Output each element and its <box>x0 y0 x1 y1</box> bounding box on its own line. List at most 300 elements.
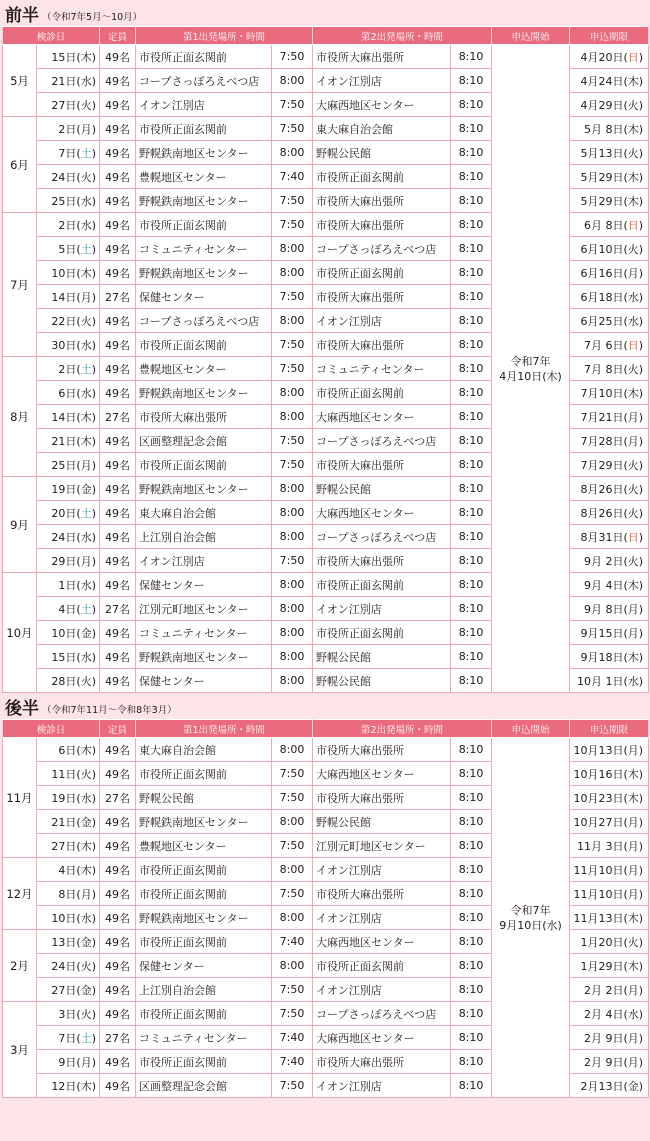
paren: ( <box>76 935 81 949</box>
deadline-weekday: 火 <box>627 146 639 160</box>
exam-date <box>37 237 100 261</box>
exam-weekday: 土 <box>80 146 92 160</box>
exam-weekday: 水 <box>80 338 92 352</box>
capacity: 49名 <box>100 141 136 165</box>
exam-day: 12日 <box>51 1079 77 1093</box>
application-start: 令和7年 4月10日(木) <box>492 45 570 693</box>
paren: ( <box>623 218 628 232</box>
exam-date <box>37 117 100 141</box>
month-cell: 7月 <box>3 213 37 357</box>
table-row <box>3 45 649 69</box>
paren: ) <box>91 482 97 496</box>
departure-2-place: 市役所正面玄関前 <box>313 573 451 597</box>
paren: ) <box>91 743 97 757</box>
deadline-date: 6月16日 <box>580 266 624 280</box>
departure-2-time: 8:10 <box>451 117 492 141</box>
capacity: 49名 <box>100 834 136 858</box>
deadline-date: 10月27日 <box>573 815 624 829</box>
header-departure-2: 第2出発場所・時間 <box>313 27 492 45</box>
paren: ) <box>91 650 97 664</box>
application-deadline <box>570 1050 649 1074</box>
capacity: 49名 <box>100 357 136 381</box>
application-deadline <box>570 930 649 954</box>
departure-1-place: 保健センター <box>136 954 272 978</box>
month-cell: 2月 <box>3 930 37 1002</box>
deadline-weekday: 金 <box>627 1079 639 1093</box>
departure-2-place: コープさっぽろえべつ店 <box>313 429 451 453</box>
paren: ) <box>91 362 97 376</box>
paren: ( <box>623 266 628 280</box>
departure-2-place: コミュニティセンター <box>313 357 451 381</box>
paren: ( <box>623 194 628 208</box>
departure-2-place: 市役所大麻出張所 <box>313 285 451 309</box>
paren: ( <box>76 122 81 136</box>
exam-day: 10日 <box>51 911 77 925</box>
month-cell: 5月 <box>3 45 37 117</box>
departure-2-place: 野幌公民館 <box>313 141 451 165</box>
departure-2-place: 野幌公民館 <box>313 810 451 834</box>
departure-1-place: 野幌鉄南地区センター <box>136 261 272 285</box>
departure-1-place: 豊幌地区センター <box>136 834 272 858</box>
departure-1-time: 7:50 <box>272 285 313 309</box>
application-deadline <box>570 645 649 669</box>
exam-date <box>37 477 100 501</box>
deadline-weekday: 月 <box>627 410 639 424</box>
deadline-weekday: 木 <box>627 911 639 925</box>
departure-2-time: 8:10 <box>451 453 492 477</box>
departure-2-place: 市役所大麻出張所 <box>313 786 451 810</box>
exam-date <box>37 309 100 333</box>
deadline-date: 8月31日 <box>580 530 624 544</box>
paren: ( <box>76 815 81 829</box>
exam-day: 20日 <box>51 506 77 520</box>
deadline-weekday: 月 <box>627 1031 639 1045</box>
deadline-date: 5月29日 <box>580 194 624 208</box>
departure-2-time: 8:10 <box>451 93 492 117</box>
departure-2-time: 8:10 <box>451 669 492 693</box>
departure-1-time: 7:50 <box>272 762 313 786</box>
exam-day: 28日 <box>51 674 77 688</box>
capacity: 49名 <box>100 213 136 237</box>
departure-2-time: 8:10 <box>451 1074 492 1098</box>
deadline-date: 9月 4日 <box>583 578 624 592</box>
capacity: 27名 <box>100 405 136 429</box>
exam-weekday: 木 <box>80 50 92 64</box>
departure-1-place: 東大麻自治会館 <box>136 501 272 525</box>
capacity: 49名 <box>100 810 136 834</box>
departure-1-time: 8:00 <box>272 477 313 501</box>
departure-1-time: 8:00 <box>272 141 313 165</box>
paren: ( <box>623 290 628 304</box>
departure-2-place: コープさっぽろえべつ店 <box>313 525 451 549</box>
departure-1-time: 8:00 <box>272 858 313 882</box>
paren: ) <box>638 650 644 664</box>
exam-weekday: 火 <box>80 767 92 781</box>
deadline-date: 10月16日 <box>573 767 624 781</box>
departure-1-place: 保健センター <box>136 573 272 597</box>
departure-2-place: コープさっぽろえべつ店 <box>313 1002 451 1026</box>
application-deadline <box>570 309 649 333</box>
exam-day: 15日 <box>51 50 77 64</box>
departure-2-time: 8:10 <box>451 405 492 429</box>
paren: ( <box>76 314 81 328</box>
deadline-date: 2月 9日 <box>583 1031 624 1045</box>
exam-day: 9日 <box>58 1055 77 1069</box>
deadline-weekday: 月 <box>627 626 639 640</box>
departure-1-place: 野幌公民館 <box>136 786 272 810</box>
exam-date <box>37 573 100 597</box>
capacity: 49名 <box>100 189 136 213</box>
departure-1-place: コープさっぽろえべつ店 <box>136 69 272 93</box>
deadline-weekday: 木 <box>627 170 639 184</box>
application-deadline <box>570 141 649 165</box>
departure-1-time: 7:40 <box>272 1050 313 1074</box>
exam-weekday: 木 <box>80 266 92 280</box>
application-deadline <box>570 333 649 357</box>
paren: ) <box>638 146 644 160</box>
departure-2-place: 野幌公民館 <box>313 669 451 693</box>
paren: ) <box>638 122 644 136</box>
deadline-date: 11月13日 <box>573 911 624 925</box>
section-title <box>0 0 650 26</box>
exam-date <box>37 1002 100 1026</box>
exam-weekday: 木 <box>80 863 92 877</box>
departure-1-time: 7:50 <box>272 882 313 906</box>
paren: ) <box>638 887 644 901</box>
paren: ) <box>91 839 97 853</box>
exam-day: 8日 <box>58 887 77 901</box>
paren: ( <box>76 767 81 781</box>
header-capacity: 定員 <box>100 27 136 45</box>
deadline-date: 1月29日 <box>580 959 624 973</box>
exam-date <box>37 954 100 978</box>
departure-1-place: 市役所正面玄関前 <box>136 117 272 141</box>
exam-date <box>37 45 100 69</box>
exam-date <box>37 189 100 213</box>
paren: ) <box>638 74 644 88</box>
departure-1-time: 7:50 <box>272 1002 313 1026</box>
departure-2-time: 8:10 <box>451 597 492 621</box>
capacity: 49名 <box>100 309 136 333</box>
application-deadline <box>570 93 649 117</box>
departure-2-time: 8:10 <box>451 549 492 573</box>
deadline-weekday: 月 <box>627 815 639 829</box>
exam-date <box>37 669 100 693</box>
exam-weekday: 土 <box>80 506 92 520</box>
exam-date <box>37 597 100 621</box>
departure-1-time: 8:00 <box>272 381 313 405</box>
departure-1-place: 市役所正面玄関前 <box>136 762 272 786</box>
exam-weekday: 土 <box>80 362 92 376</box>
application-deadline <box>570 477 649 501</box>
exam-weekday: 金 <box>80 935 92 949</box>
deadline-date: 6月10日 <box>580 242 624 256</box>
paren: ) <box>91 146 97 160</box>
paren: ( <box>76 74 81 88</box>
paren: ) <box>638 674 644 688</box>
departure-2-place: イオン江別店 <box>313 906 451 930</box>
paren: ) <box>91 674 97 688</box>
exam-day: 10日 <box>51 266 77 280</box>
paren: ) <box>638 1079 644 1093</box>
departure-1-place: 市役所正面玄関前 <box>136 333 272 357</box>
departure-1-place: 上江別自治会館 <box>136 978 272 1002</box>
departure-2-time: 8:10 <box>451 1002 492 1026</box>
application-deadline <box>570 621 649 645</box>
paren: ( <box>76 434 81 448</box>
capacity: 49名 <box>100 237 136 261</box>
section-title-text: 前半 <box>5 6 39 26</box>
departure-1-time: 7:50 <box>272 117 313 141</box>
paren: ( <box>623 1031 628 1045</box>
paren: ( <box>76 170 81 184</box>
departure-1-time: 8:00 <box>272 906 313 930</box>
departure-2-place: 野幌公民館 <box>313 645 451 669</box>
deadline-weekday: 火 <box>627 506 639 520</box>
departure-2-time: 8:10 <box>451 285 492 309</box>
exam-weekday: 火 <box>80 170 92 184</box>
departure-1-time: 7:50 <box>272 357 313 381</box>
exam-date <box>37 357 100 381</box>
application-deadline <box>570 189 649 213</box>
application-deadline <box>570 405 649 429</box>
departure-1-time: 7:50 <box>272 45 313 69</box>
deadline-date: 11月10日 <box>573 887 624 901</box>
exam-weekday: 火 <box>80 314 92 328</box>
paren: ) <box>638 626 644 640</box>
header-capacity: 定員 <box>100 720 136 738</box>
departure-2-place: 市役所大麻出張所 <box>313 213 451 237</box>
paren: ) <box>91 863 97 877</box>
departure-1-time: 8:00 <box>272 69 313 93</box>
application-deadline <box>570 429 649 453</box>
paren: ( <box>623 839 628 853</box>
paren: ( <box>76 650 81 664</box>
departure-2-place: 大麻西地区センター <box>313 93 451 117</box>
exam-date <box>37 429 100 453</box>
exam-weekday: 木 <box>80 410 92 424</box>
application-deadline <box>570 597 649 621</box>
exam-date <box>37 549 100 573</box>
exam-weekday: 金 <box>80 983 92 997</box>
application-deadline <box>570 834 649 858</box>
exam-date <box>37 906 100 930</box>
paren: ) <box>638 170 644 184</box>
deadline-date: 7月29日 <box>580 458 624 472</box>
capacity: 49名 <box>100 858 136 882</box>
departure-1-place: 野幌鉄南地区センター <box>136 477 272 501</box>
deadline-date: 11月10日 <box>573 863 624 877</box>
paren: ) <box>91 887 97 901</box>
capacity: 49名 <box>100 1050 136 1074</box>
deadline-weekday: 木 <box>627 578 639 592</box>
paren: ) <box>638 98 644 112</box>
exam-weekday: 月 <box>80 290 92 304</box>
departure-2-place: 市役所正面玄関前 <box>313 954 451 978</box>
paren: ) <box>638 362 644 376</box>
departure-1-place: 豊幌地区センター <box>136 165 272 189</box>
deadline-date: 11月 3日 <box>576 839 624 853</box>
exam-date <box>37 213 100 237</box>
departure-2-time: 8:10 <box>451 1050 492 1074</box>
departure-1-place: 保健センター <box>136 285 272 309</box>
departure-1-time: 8:00 <box>272 645 313 669</box>
departure-2-place: コープさっぽろえべつ店 <box>313 237 451 261</box>
exam-date <box>37 261 100 285</box>
paren: ( <box>623 98 628 112</box>
capacity: 27名 <box>100 1026 136 1050</box>
paren: ) <box>638 290 644 304</box>
application-deadline <box>570 453 649 477</box>
departure-2-place: 大麻西地区センター <box>313 762 451 786</box>
paren: ( <box>76 1079 81 1093</box>
departure-1-place: イオン江別店 <box>136 93 272 117</box>
departure-2-time: 8:10 <box>451 237 492 261</box>
paren: ( <box>623 983 628 997</box>
paren: ( <box>76 839 81 853</box>
paren: ( <box>623 767 628 781</box>
exam-date <box>37 810 100 834</box>
departure-1-place: 市役所正面玄関前 <box>136 882 272 906</box>
exam-weekday: 土 <box>80 242 92 256</box>
application-deadline <box>570 45 649 69</box>
exam-date <box>37 645 100 669</box>
capacity: 27名 <box>100 285 136 309</box>
departure-1-time: 7:50 <box>272 429 313 453</box>
departure-1-time: 8:00 <box>272 738 313 762</box>
deadline-weekday: 水 <box>627 674 639 688</box>
paren: ( <box>76 146 81 160</box>
application-deadline <box>570 549 649 573</box>
departure-2-place: イオン江別店 <box>313 597 451 621</box>
departure-1-place: 市役所正面玄関前 <box>136 213 272 237</box>
exam-day: 27日 <box>51 98 77 112</box>
capacity: 49名 <box>100 69 136 93</box>
paren: ) <box>91 767 97 781</box>
month-cell: 10月 <box>3 573 37 693</box>
exam-day: 10日 <box>51 626 77 640</box>
paren: ) <box>638 791 644 805</box>
exam-day: 24日 <box>51 530 77 544</box>
deadline-date: 4月29日 <box>580 98 624 112</box>
paren: ) <box>91 194 97 208</box>
departure-1-time: 7:50 <box>272 213 313 237</box>
month-cell: 12月 <box>3 858 37 930</box>
paren: ( <box>76 242 81 256</box>
exam-day: 6日 <box>58 743 77 757</box>
exam-date <box>37 1074 100 1098</box>
section-title-text: 後半 <box>5 699 39 719</box>
departure-2-time: 8:10 <box>451 477 492 501</box>
deadline-weekday: 火 <box>627 362 639 376</box>
deadline-date: 2月13日 <box>580 1079 624 1093</box>
exam-weekday: 水 <box>80 578 92 592</box>
paren: ) <box>638 554 644 568</box>
exam-date <box>37 1050 100 1074</box>
departure-1-place: 市役所正面玄関前 <box>136 1002 272 1026</box>
exam-weekday: 金 <box>80 815 92 829</box>
departure-1-place: 野幌鉄南地区センター <box>136 906 272 930</box>
exam-day: 11日 <box>51 767 77 781</box>
paren: ( <box>623 887 628 901</box>
departure-1-time: 7:40 <box>272 1026 313 1050</box>
exam-weekday: 水 <box>80 74 92 88</box>
capacity: 49名 <box>100 429 136 453</box>
departure-1-time: 8:00 <box>272 597 313 621</box>
exam-date <box>37 525 100 549</box>
paren: ( <box>623 530 628 544</box>
schedule-body <box>3 45 649 693</box>
application-deadline <box>570 762 649 786</box>
departure-1-place: 野幌鉄南地区センター <box>136 189 272 213</box>
deadline-weekday: 木 <box>627 194 639 208</box>
paren: ( <box>623 338 628 352</box>
exam-weekday: 水 <box>80 791 92 805</box>
capacity: 49名 <box>100 762 136 786</box>
capacity: 49名 <box>100 453 136 477</box>
paren: ( <box>623 959 628 973</box>
paren: ) <box>91 1079 97 1093</box>
deadline-weekday: 月 <box>627 1055 639 1069</box>
exam-weekday: 火 <box>80 674 92 688</box>
deadline-weekday: 木 <box>627 386 639 400</box>
exam-day: 24日 <box>51 959 77 973</box>
exam-day: 21日 <box>51 434 77 448</box>
departure-1-place: 区画整理記念会館 <box>136 429 272 453</box>
paren: ( <box>76 338 81 352</box>
deadline-weekday: 火 <box>627 482 639 496</box>
departure-2-time: 8:10 <box>451 738 492 762</box>
paren: ) <box>638 242 644 256</box>
departure-1-time: 8:00 <box>272 669 313 693</box>
header-row <box>3 720 649 738</box>
deadline-weekday: 月 <box>627 602 639 616</box>
paren: ( <box>76 911 81 925</box>
paren: ) <box>91 791 97 805</box>
deadline-weekday: 月 <box>627 434 639 448</box>
paren: ) <box>91 530 97 544</box>
paren: ( <box>623 242 628 256</box>
exam-day: 27日 <box>51 983 77 997</box>
paren: ( <box>623 506 628 520</box>
paren: ) <box>91 74 97 88</box>
capacity: 27名 <box>100 786 136 810</box>
application-deadline <box>570 285 649 309</box>
departure-2-place: 市役所正面玄関前 <box>313 621 451 645</box>
month-cell: 9月 <box>3 477 37 573</box>
departure-2-time: 8:10 <box>451 882 492 906</box>
paren: ( <box>623 554 628 568</box>
paren: ) <box>638 194 644 208</box>
capacity: 49名 <box>100 117 136 141</box>
departure-2-time: 8:10 <box>451 573 492 597</box>
departure-1-time: 7:50 <box>272 453 313 477</box>
departure-1-place: 市役所正面玄関前 <box>136 930 272 954</box>
deadline-weekday: 木 <box>627 650 639 664</box>
capacity: 49名 <box>100 381 136 405</box>
capacity: 49名 <box>100 549 136 573</box>
paren: ( <box>623 458 628 472</box>
departure-2-time: 8:10 <box>451 762 492 786</box>
exam-day: 19日 <box>51 482 77 496</box>
exam-day: 4日 <box>58 602 77 616</box>
deadline-weekday: 日 <box>627 338 639 352</box>
deadline-weekday: 木 <box>627 74 639 88</box>
departure-2-place: 市役所大麻出張所 <box>313 738 451 762</box>
departure-1-time: 7:50 <box>272 834 313 858</box>
exam-weekday: 水 <box>80 194 92 208</box>
departure-2-time: 8:10 <box>451 786 492 810</box>
